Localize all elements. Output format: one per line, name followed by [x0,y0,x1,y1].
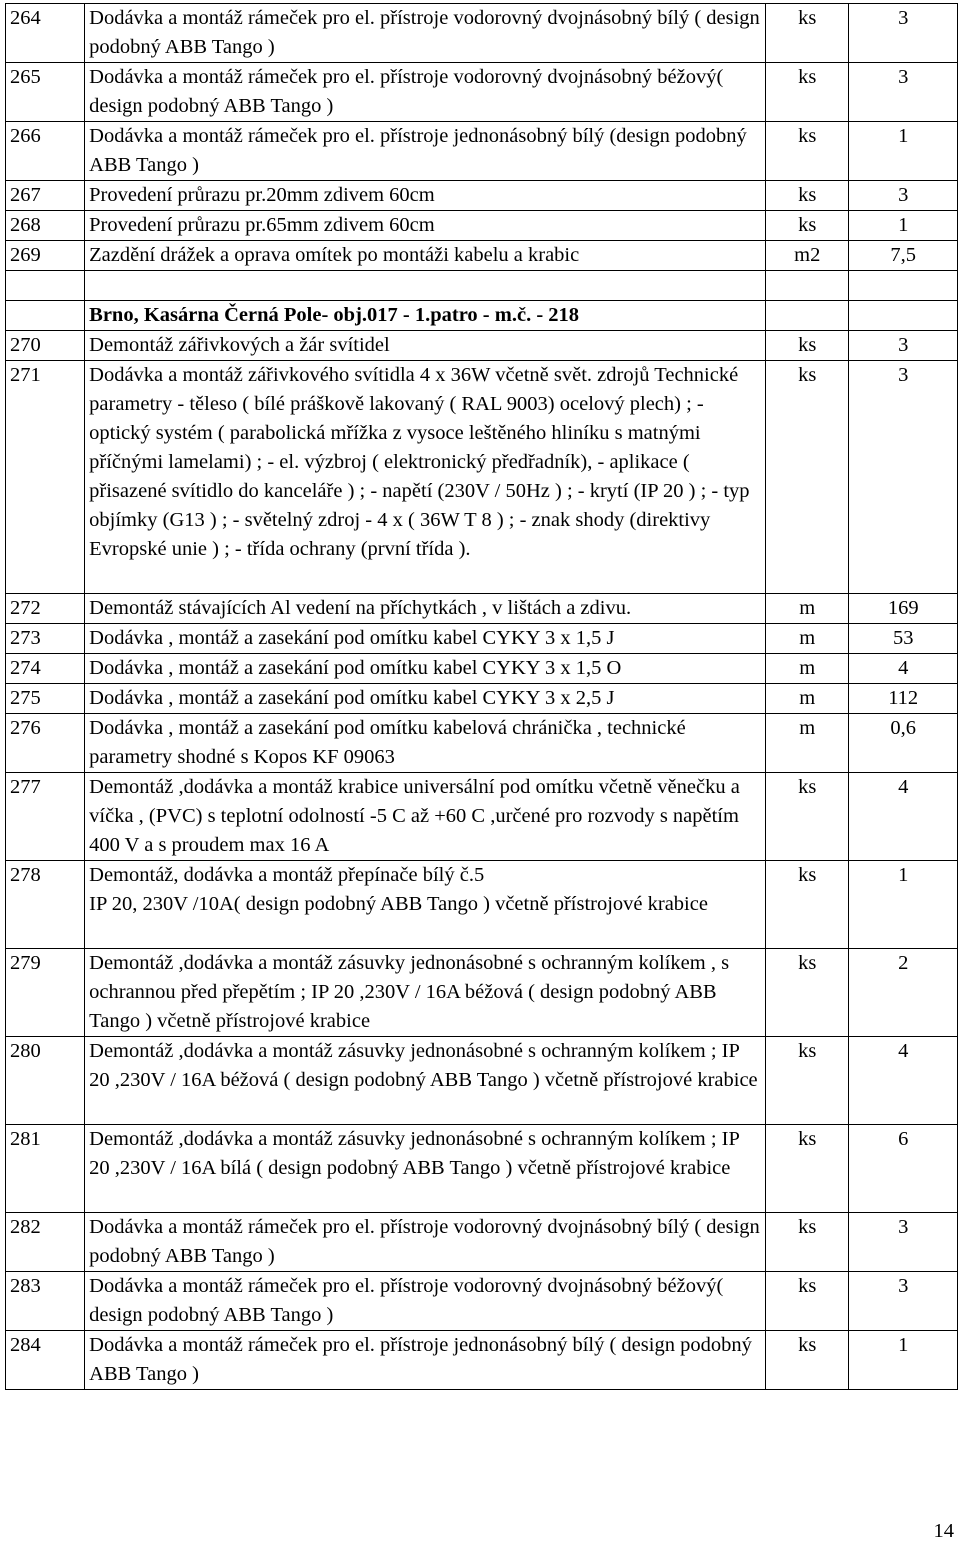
table-row [6,361,958,594]
item-number: 275 [6,684,85,714]
table-row [6,331,958,361]
item-number: 269 [6,241,85,271]
item-unit: ks [766,1037,849,1125]
item-number [6,301,85,331]
item-description: Demontáž ,dodávka a montáž zásuvky jednonásobné s ochranným kolíkem ; IP 20 ,230V / 16A bílá ( design podobný ABB Tango ) včetně přístrojové krabice [85,1125,766,1213]
item-number: 284 [6,1331,85,1390]
item-number: 279 [6,949,85,1037]
item-description: Demontáž ,dodávka a montáž zásuvky jednonásobné s ochranným kolíkem , s ochrannou před přepětím ; IP 20 ,230V / 16A béžová ( design podobný ABB Tango ) včetně přístrojové krabice [85,949,766,1037]
item-description: Dodávka a montáž rámeček pro el. přístroje jednonásobný bílý (design podobný ABB Tango ) [85,122,766,181]
item-number: 271 [6,361,85,594]
item-quantity: 112 [849,684,958,714]
item-quantity: 3 [849,331,958,361]
table-row [6,773,958,861]
item-quantity: 1 [849,1331,958,1390]
section-heading: Brno, Kasárna Černá Pole- obj.017 - 1.patro - m.č. - 218 [85,301,766,331]
item-unit [766,271,849,301]
item-unit: ks [766,1272,849,1331]
table-row [6,624,958,654]
item-description: Demontáž zářivkových a žár svítidel [85,331,766,361]
item-description: Provedení průrazu pr.20mm zdivem 60cm [85,181,766,211]
item-number: 264 [6,4,85,63]
table-row [6,211,958,241]
item-unit: ks [766,1331,849,1390]
item-quantity: 0,6 [849,714,958,773]
table-row [6,684,958,714]
item-description: Dodávka , montáž a zasekání pod omítku kabel CYKY 3 x 1,5 O [85,654,766,684]
item-description: Dodávka a montáž rámeček pro el. přístroje vodorovný dvojnásobný bílý ( design podobný ABB Tango ) [85,4,766,63]
item-description: Demontáž, dodávka a montáž přepínače bílý č.5 IP 20, 230V /10A( design podobný ABB Tango ) včetně přístrojové krabice [85,861,766,949]
item-quantity: 2 [849,949,958,1037]
item-number: 268 [6,211,85,241]
item-description: Dodávka a montáž rámeček pro el. přístroje vodorovný dvojnásobný béžový( design podobný ABB Tango ) [85,1272,766,1331]
item-quantity: 6 [849,1125,958,1213]
item-unit: ks [766,63,849,122]
item-unit: m [766,594,849,624]
item-description [85,271,766,301]
item-description: Demontáž stávajících Al vedení na příchytkách , v lištách a zdivu. [85,594,766,624]
item-number: 280 [6,1037,85,1125]
item-quantity: 3 [849,181,958,211]
table-row [6,1125,958,1213]
item-description: Zazdění drážek a oprava omítek po montáži kabelu a krabic [85,241,766,271]
item-quantity: 3 [849,1213,958,1272]
item-unit: m [766,684,849,714]
item-quantity: 4 [849,1037,958,1125]
item-unit: ks [766,773,849,861]
item-number: 272 [6,594,85,624]
item-quantity [849,271,958,301]
item-quantity: 3 [849,361,958,594]
item-unit: ks [766,361,849,594]
item-number: 273 [6,624,85,654]
item-number: 270 [6,331,85,361]
item-quantity: 4 [849,654,958,684]
item-quantity: 4 [849,773,958,861]
item-quantity: 1 [849,861,958,949]
table-row-empty [6,271,958,301]
item-quantity: 1 [849,122,958,181]
item-unit: ks [766,211,849,241]
item-unit: ks [766,4,849,63]
table-row [6,4,958,63]
item-number: 278 [6,861,85,949]
item-number: 282 [6,1213,85,1272]
item-description: Dodávka a montáž zářivkového svítidla 4 x 36W včetně svět. zdrojů Technické parametry - těleso ( bílé práškově lakovaný ( RAL 9003) ocelový plech) ; - optický systém ( parabolická mřížka z vysoce leštěného hliníku s matnými příčnými lamelami) ; - el. výzbroj ( elektronický předřadník), - aplikace ( přisazené svítidlo do kanceláře ) ; - napětí (230V / 50Hz ) ; - krytí (IP 20 ) ; - typ objímky (G13 ) ; - světelný zdroj - 4 x ( 36W T 8 ) ; - znak shody (direktivy Evropské unie ) ; - třída ochrany (první třída ). [85,361,766,594]
table-row [6,654,958,684]
table-row [6,241,958,271]
item-description: Dodávka , montáž a zasekání pod omítku kabel CYKY 3 x 1,5 J [85,624,766,654]
table-row [6,714,958,773]
item-number: 281 [6,1125,85,1213]
item-quantity: 169 [849,594,958,624]
table-row [6,1213,958,1272]
item-description: Dodávka a montáž rámeček pro el. přístroje jednonásobný bílý ( design podobný ABB Tango ) [85,1331,766,1390]
item-quantity: 1 [849,211,958,241]
table-row [6,861,958,949]
item-description: Provedení průrazu pr.65mm zdivem 60cm [85,211,766,241]
item-description: Demontáž ,dodávka a montáž zásuvky jednonásobné s ochranným kolíkem ; IP 20 ,230V / 16A béžová ( design podobný ABB Tango ) včetně přístrojové krabice [85,1037,766,1125]
item-unit: ks [766,949,849,1037]
item-number: 266 [6,122,85,181]
table-row [6,63,958,122]
section-heading-row [6,301,958,331]
table-row [6,122,958,181]
table-row [6,1037,958,1125]
item-description: Dodávka , montáž a zasekání pod omítku kabelová chránička , technické parametry shodné s Kopos KF 09063 [85,714,766,773]
item-unit [766,301,849,331]
item-description: Dodávka a montáž rámeček pro el. přístroje vodorovný dvojnásobný béžový( design podobný ABB Tango ) [85,63,766,122]
table-row [6,181,958,211]
item-unit: m [766,654,849,684]
item-unit: ks [766,1125,849,1213]
items-table [5,3,958,1390]
item-description: Dodávka , montáž a zasekání pod omítku kabel CYKY 3 x 2,5 J [85,684,766,714]
item-number: 277 [6,773,85,861]
item-quantity: 7,5 [849,241,958,271]
item-unit: ks [766,181,849,211]
item-number: 267 [6,181,85,211]
item-quantity [849,301,958,331]
item-unit: m [766,624,849,654]
item-unit: ks [766,861,849,949]
item-unit: ks [766,1213,849,1272]
item-description: Demontáž ,dodávka a montáž krabice universální pod omítku včetně věnečku a víčka , (PVC) s teplotní odolností -5 C až +60 C ,určené pro rozvody s napětím 400 V a s proudem max 16 A [85,773,766,861]
item-unit: m2 [766,241,849,271]
item-quantity: 3 [849,4,958,63]
item-quantity: 3 [849,1272,958,1331]
table-row [6,949,958,1037]
item-unit: m [766,714,849,773]
item-number: 276 [6,714,85,773]
item-number: 265 [6,63,85,122]
item-number: 274 [6,654,85,684]
table-row [6,1331,958,1390]
page-number: 14 [933,1520,954,1542]
item-description: Dodávka a montáž rámeček pro el. přístroje vodorovný dvojnásobný bílý ( design podobný ABB Tango ) [85,1213,766,1272]
item-unit: ks [766,331,849,361]
item-number: 283 [6,1272,85,1331]
item-unit: ks [766,122,849,181]
item-quantity: 53 [849,624,958,654]
item-number [6,271,85,301]
item-quantity: 3 [849,63,958,122]
table-row [6,594,958,624]
table-row [6,1272,958,1331]
